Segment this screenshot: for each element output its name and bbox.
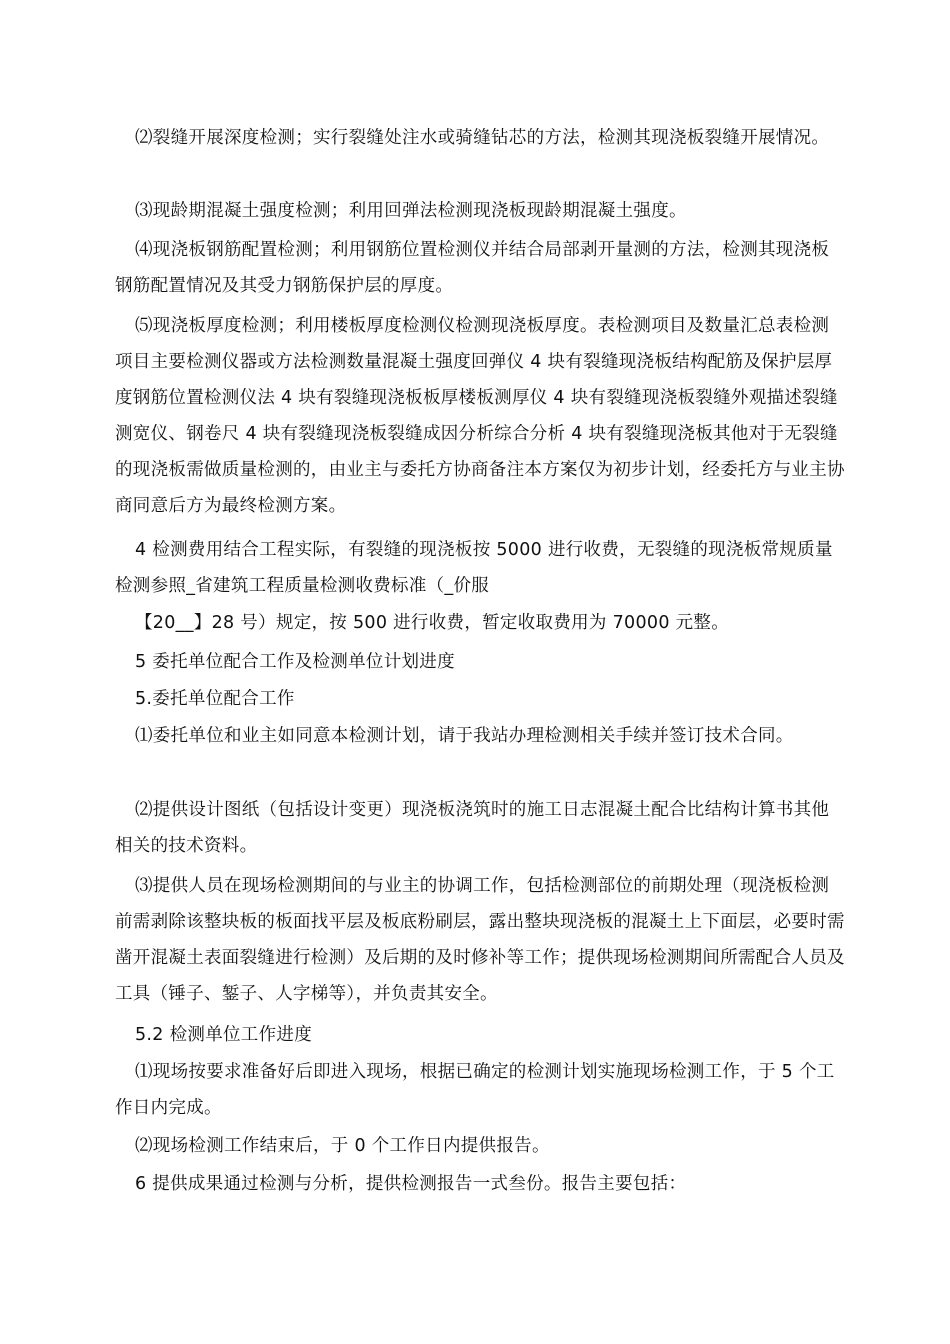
paragraph-site-schedule: ⑴现场按要求准备好后即进入现场，根据已确定的检测计划实施现场检测工作，于 5 个工作日内完成。 xyxy=(115,1062,835,1118)
section-heading-5-2: 5.2 检测单位工作进度 xyxy=(135,1025,312,1045)
paragraph-sign-contract: ⑴委托单位和业主如同意本检测计划，请于我站办理检测相关手续并签订技术合同。 xyxy=(135,726,794,746)
paragraph-report-schedule: ⑵现场检测工作结束后，于 0 个工作日内提供报告。 xyxy=(135,1136,550,1156)
section-heading-5-1: 5.委托单位配合工作 xyxy=(135,689,295,709)
paragraph-provide-personnel: ⑶提供人员在现场检测期间的与业主的协调工作，包括检测部位的前期处理（现浇板检测前需剥除该整块板的板面找平层及板底粉刷层，露出整块现浇板的混凝土上下面层，必要时需凿开混凝土表面裂缝进行检测）及后期的及时修补等工作；提供现场检测期间所需配合人员及工具（锤子、錾子、人字梯等），并负责其安全。 xyxy=(115,876,845,1004)
paragraph-provide-drawings: ⑵提供设计图纸（包括设计变更）现浇板浇筑时的施工日志混凝土配合比结构计算书其他相关的技术资料。 xyxy=(115,800,830,856)
paragraph-deliverables: 6 提供成果通过检测与分析，提供检测报告一式叁份。报告主要包括： xyxy=(135,1174,687,1194)
paragraph-crack-depth: ⑵裂缝开展深度检测；实行裂缝处注水或骑缝钻芯的方法，检测其现浇板裂缝开展情况。 xyxy=(135,128,830,148)
paragraph-slab-thickness: ⑸现浇板厚度检测；利用楼板厚度检测仪检测现浇板厚度。表检测项目及数量汇总表检测项目主要检测仪器或方法检测数量混凝土强度回弹仪 4 块有裂缝现浇板结构配筋及保护层厚度钢筋位置检测仪法 4 块有裂缝现浇板板厚楼板测厚仪 4 块有裂缝现浇板裂缝外观描述裂缝测宽仪、钢卷尺 4 块有裂缝现浇板裂缝成因分析综合分析 4 块有裂缝现浇板其他对于无裂缝的现浇板需做质量检测的，由业主与委托方协商备注本方案仅为初步计划，经委托方与业主协商同意后方为最终检测方案。 xyxy=(115,316,845,516)
paragraph-fee-total: 【20__】28 号）规定，按 500 进行收费，暂定收取费用为 70000 元整。 xyxy=(135,613,730,633)
paragraph-rebar-configuration: ⑷现浇板钢筋配置检测；利用钢筋位置检测仪并结合局部剥开量测的方法，检测其现浇板钢筋配置情况及其受力钢筋保护层的厚度。 xyxy=(115,240,830,296)
paragraph-inspection-fee: 4 检测费用结合工程实际，有裂缝的现浇板按 5000 进行收费，无裂缝的现浇板常规质量检测参照_省建筑工程质量检测收费标准（_价服 xyxy=(115,540,833,596)
section-heading-5: 5 委托单位配合工作及检测单位计划进度 xyxy=(135,652,455,672)
paragraph-concrete-strength: ⑶现龄期混凝土强度检测；利用回弹法检测现浇板现龄期混凝土强度。 xyxy=(135,201,687,221)
